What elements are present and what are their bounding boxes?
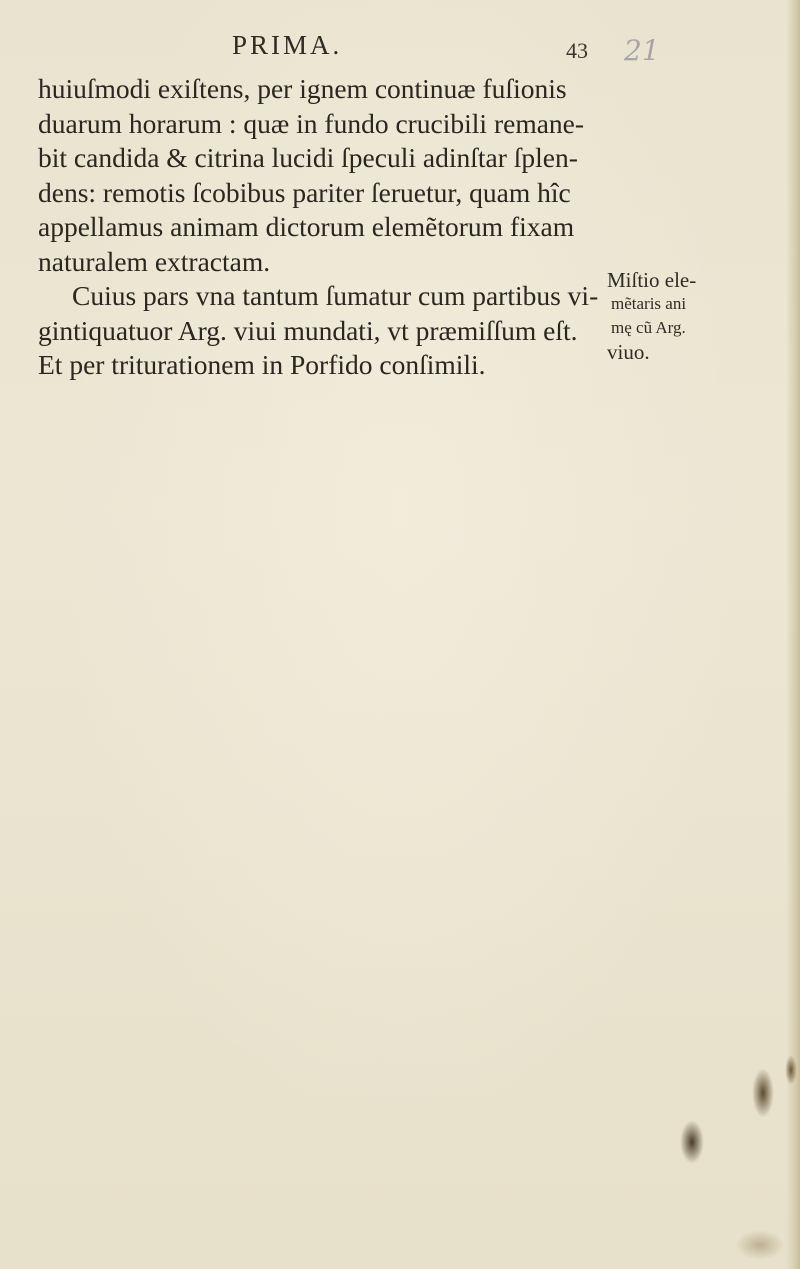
paper-stain <box>785 1055 797 1085</box>
page-number: 43 <box>566 38 588 63</box>
marginal-note-line: mę cũ Arg. <box>611 318 686 337</box>
marginal-note-line: Miſtio ele- <box>607 268 697 292</box>
marginal-note <box>607 268 757 364</box>
text-line: bit candida & citrina lucidi ſpeculi adinſtar ſplen- <box>38 142 578 173</box>
body-text <box>38 72 618 383</box>
text-line: Et per triturationem in Porfido conſimili. <box>38 349 486 380</box>
text-line: dens: remotis ſcobibus pariter ſeruetur, quam hîc <box>38 176 571 208</box>
paper-stain <box>752 1068 774 1118</box>
marginal-note-line: viuo. <box>607 340 650 364</box>
text-line: naturalem extractam. <box>38 245 271 277</box>
text-line: appellamus animam dictorum elemẽtorum fixam <box>38 211 575 242</box>
paper-stain <box>680 1120 704 1164</box>
running-head: PRIMA. <box>232 30 343 60</box>
text-line: huiuſmodi exiſtens, per ignem continuæ fuſionis <box>38 73 567 104</box>
text-line: gintiquatuor Arg. viui mundati, vt præmiſſum eſt. <box>38 314 578 346</box>
marginal-note-line: mẽtaris ani <box>611 294 687 313</box>
text-line: duarum horarum : quæ in fundo crucibili remane- <box>38 107 585 139</box>
paper-stain <box>735 1230 785 1260</box>
text-line: Cuius pars vna tantum ſumatur cum partibus vi- <box>72 280 599 311</box>
handwritten-folio-note: 21 <box>624 34 660 67</box>
